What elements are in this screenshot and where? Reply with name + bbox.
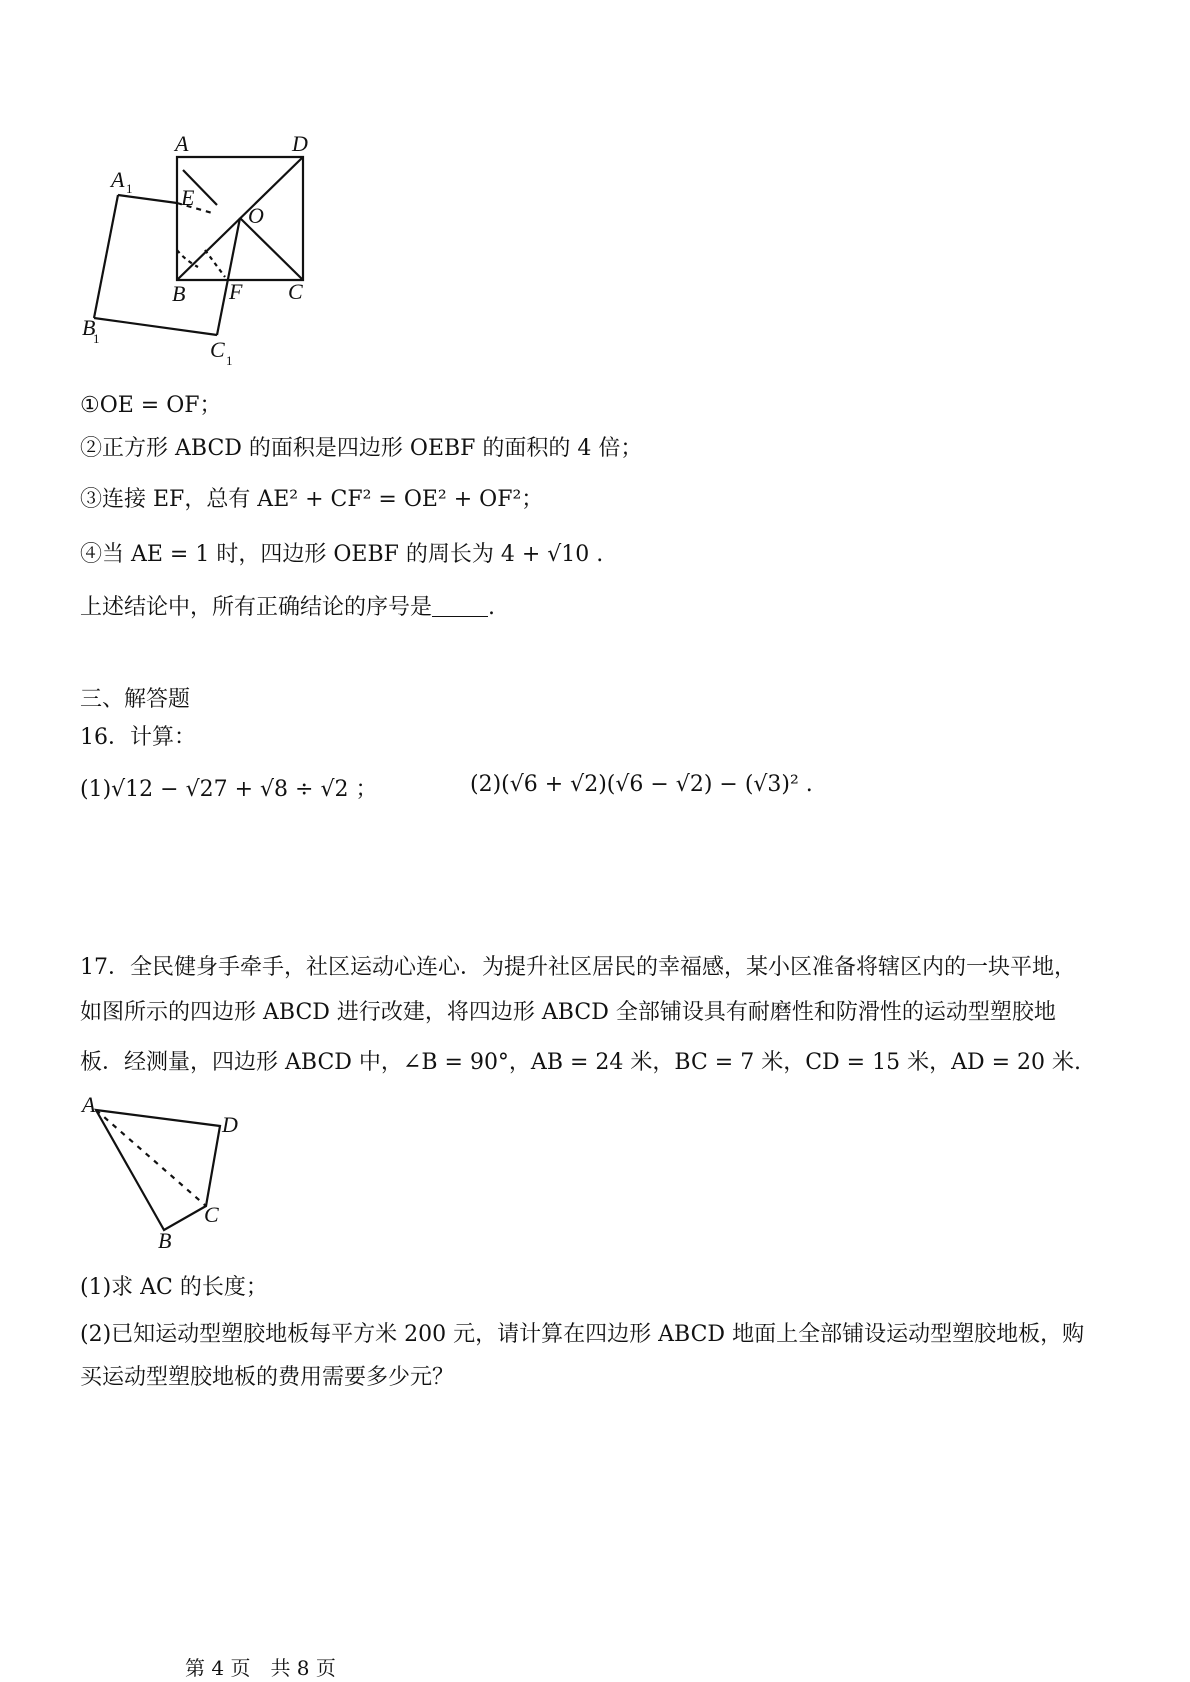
label-d: D bbox=[222, 1112, 238, 1137]
page-footer: 第 4 页 共 8 页 bbox=[185, 1656, 336, 1680]
label-a: A bbox=[175, 131, 189, 156]
square-rotation-figure bbox=[80, 125, 340, 375]
side-a1-e bbox=[118, 195, 177, 203]
quadrilateral-figure bbox=[80, 1090, 260, 1255]
q17-sub2-line2: 买运动型塑胶地板的费用需要多少元？ bbox=[80, 1365, 455, 1390]
q17-sub1: (1)求 AC 的长度； bbox=[80, 1275, 268, 1300]
diagonal-ac bbox=[96, 1110, 206, 1206]
label-c: C bbox=[288, 279, 303, 304]
q17-line3: 板．经测量，四边形 ABCD 中，∠B = 90°，AB = 24 米，BC = 7 米，CD = 15 米，AD = 20 米. bbox=[80, 1050, 1082, 1075]
label-o: O bbox=[248, 203, 264, 228]
svg-text:1: 1 bbox=[126, 181, 133, 196]
conclusion-1: ①OE = OF； bbox=[80, 393, 222, 418]
q16-title: 16．计算： bbox=[80, 725, 196, 750]
label-d: D bbox=[292, 131, 308, 156]
conclusion-4: ④当 AE = 1 时，四边形 OEBF 的周长为 4 + √10 . bbox=[80, 542, 604, 567]
label-a: A bbox=[82, 1092, 96, 1117]
conclusion-3: ③连接 EF，总有 AE² + CF² = OE² + OF²； bbox=[80, 487, 544, 512]
q16-part2: (2)(√6 + √2)(√6 − √2) − (√3)² . bbox=[470, 772, 813, 797]
svg-text:1: 1 bbox=[226, 353, 233, 368]
label-c: C bbox=[204, 1202, 219, 1227]
conclusion-2: ②正方形 ABCD 的面积是四边形 OEBF 的面积的 4 倍； bbox=[80, 436, 643, 461]
answer-blank bbox=[432, 598, 488, 617]
quadrilateral-abcd bbox=[96, 1110, 220, 1230]
label-a1: A bbox=[111, 167, 125, 192]
label-b: B bbox=[172, 281, 186, 306]
label-e: E bbox=[181, 185, 195, 210]
q17-line1: 17．全民健身手牵手，社区运动心连心．为提升社区居民的幸福感，某小区准备将辖区内的一块平地， bbox=[80, 955, 1076, 980]
svg-text:1: 1 bbox=[93, 331, 100, 346]
label-c1: C bbox=[210, 337, 225, 362]
section-title: 三、解答题 bbox=[80, 687, 191, 712]
q17-sub2-line1: (2)已知运动型塑胶地板每平方米 200 元，请计算在四边形 ABCD 地面上全部铺设运动型塑胶地板，购 bbox=[80, 1322, 1085, 1347]
q15-question: 上述结论中，所有正确结论的序号是 . bbox=[80, 595, 496, 620]
label-b1: B bbox=[82, 315, 96, 340]
side-b1-c1 bbox=[94, 318, 217, 335]
label-f: F bbox=[229, 279, 243, 304]
side-a1-b1 bbox=[94, 195, 118, 318]
q16-part1: (1)√12 − √27 + √8 ÷ √2 ； bbox=[80, 777, 378, 802]
q17-line2: 如图所示的四边形 ABCD 进行改建，将四边形 ABCD 全部铺设具有耐磨性和防滑性的运动型塑胶地 bbox=[80, 1000, 1056, 1025]
label-b: B bbox=[158, 1228, 172, 1253]
side-c1-o bbox=[217, 218, 240, 335]
